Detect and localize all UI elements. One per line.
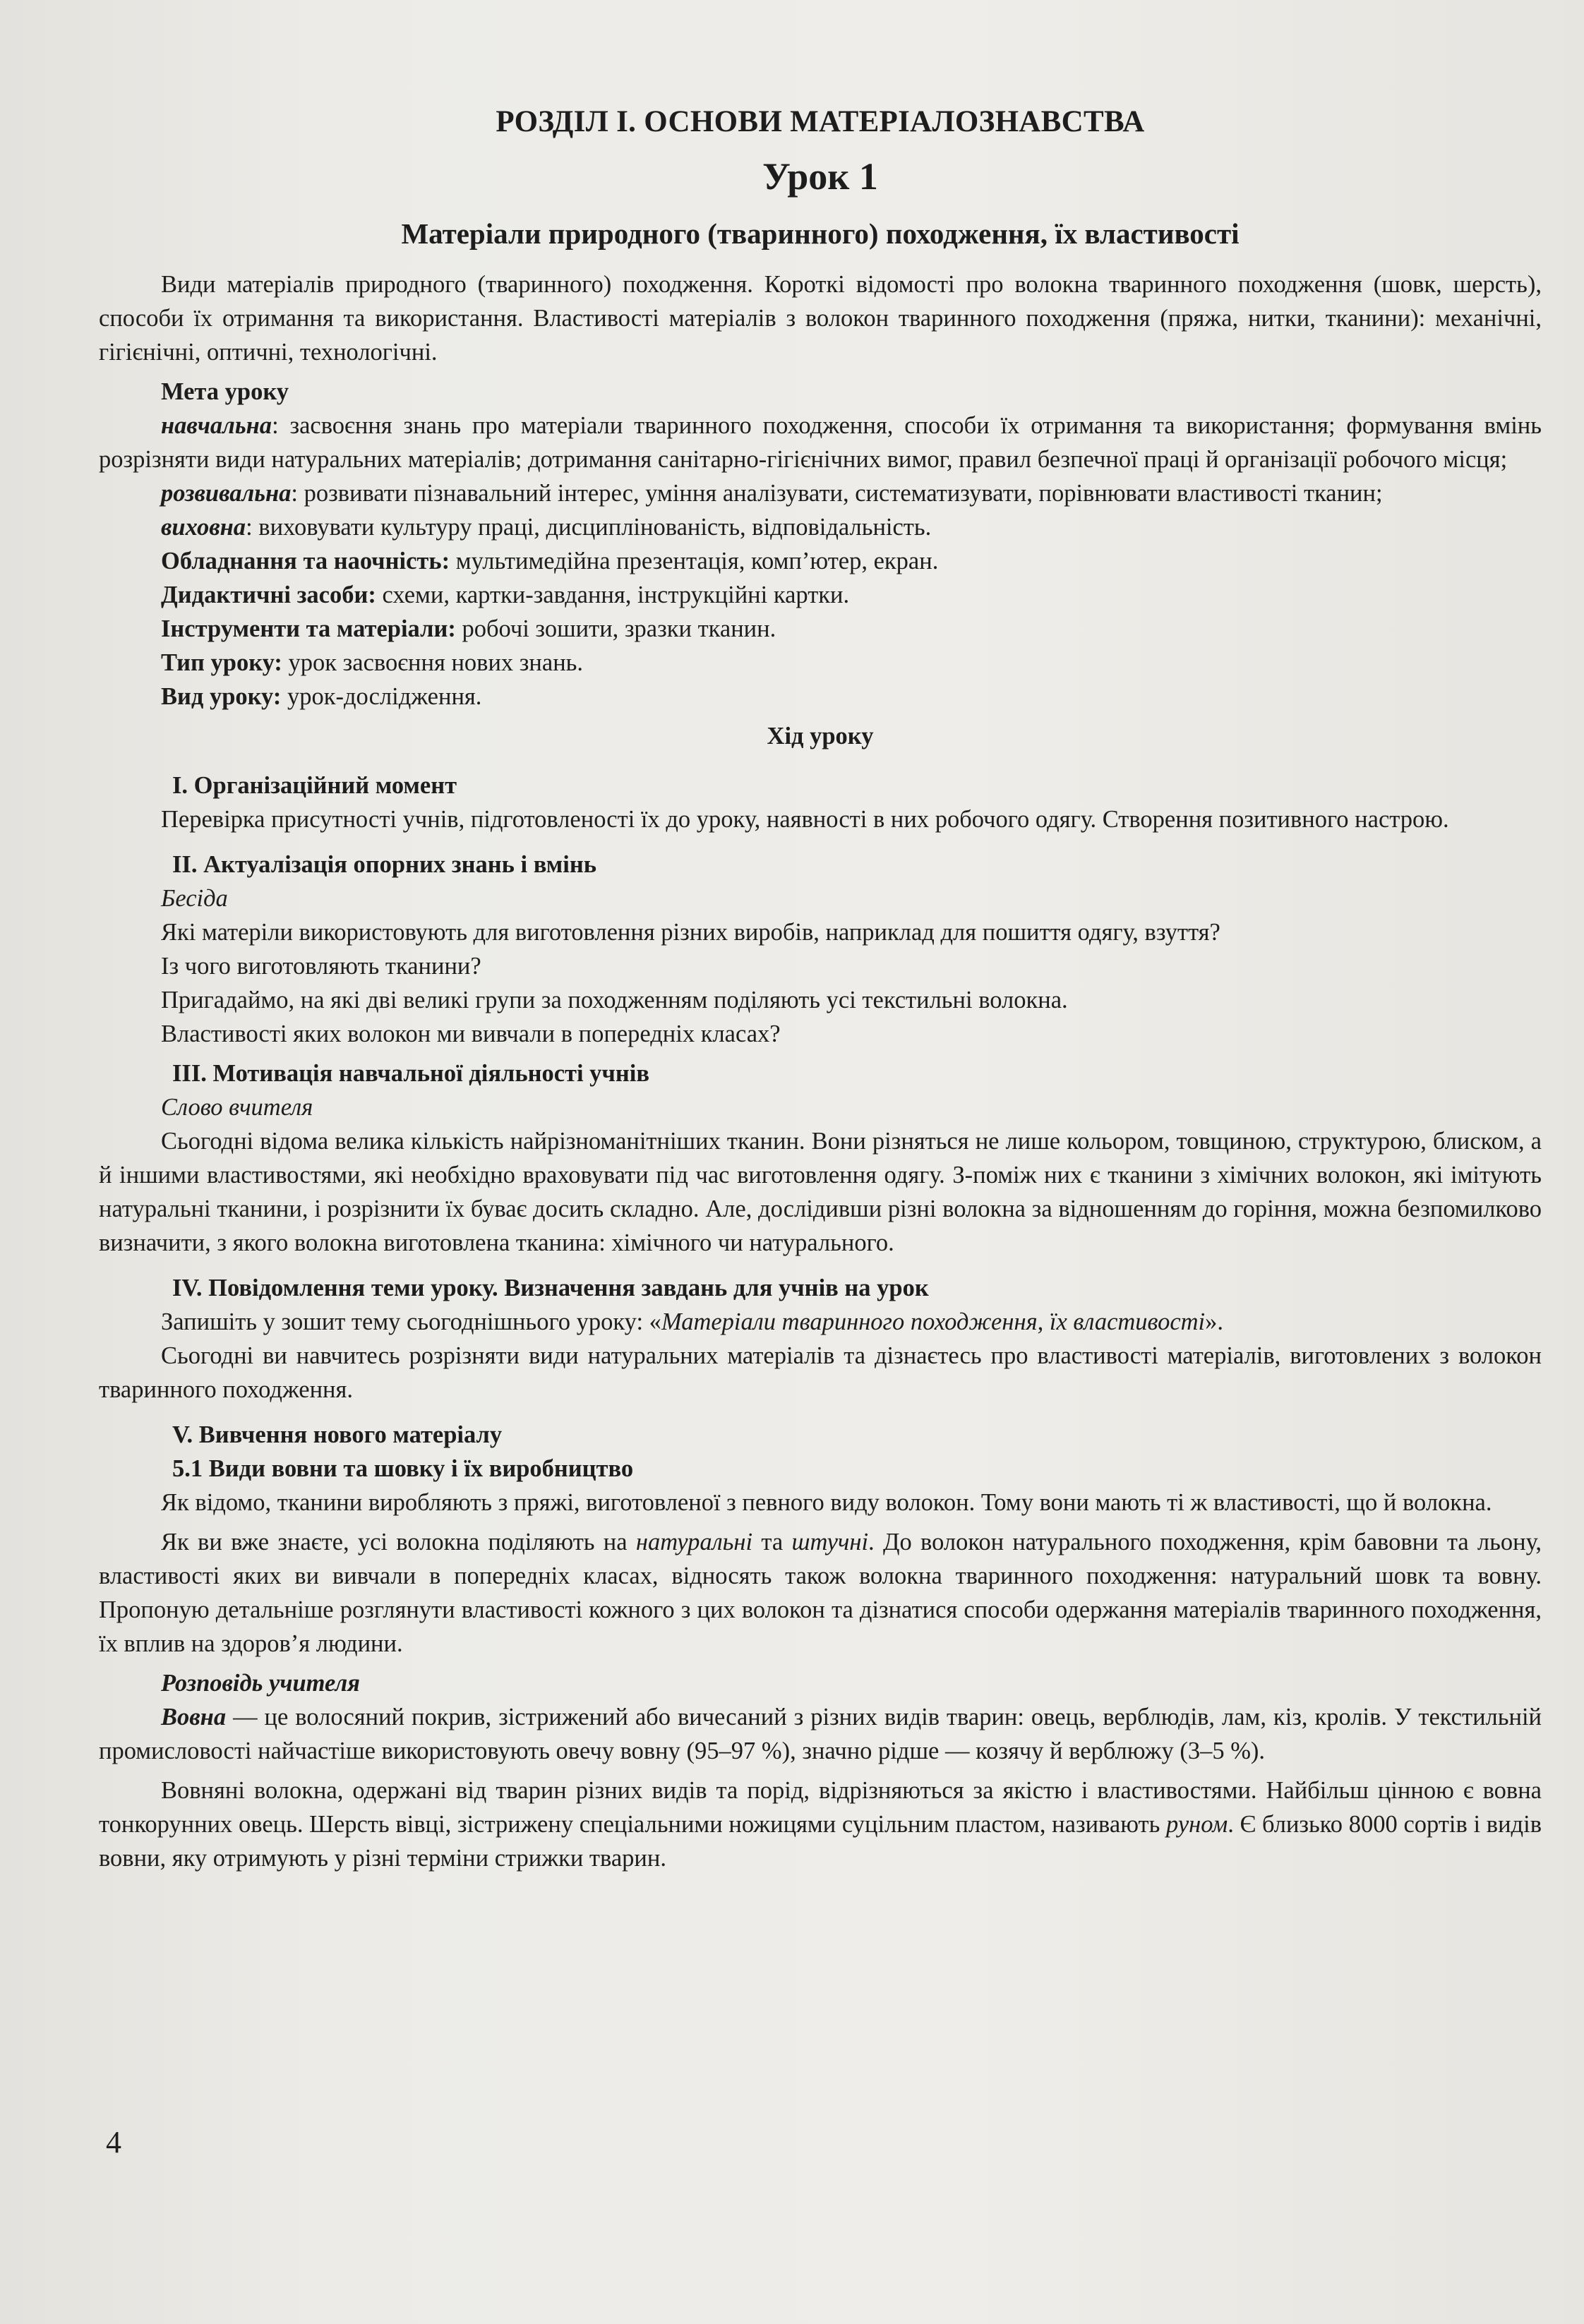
p2-rest: . До волокон натурального походження, крім бавовни та льону, властивості яких ви вивчали в попередніх класах, відносять також волокна тваринного походження: натуральний шовк та вовну. Пропоную детальніше розглянути властивості кожного з цих волокон та дізнатися способи одержання матеріалів тваринного походження, їх вплив на здоров’я людини. bbox=[99, 1529, 1542, 1657]
meta-value: мультимедійна презентація, комп’ютер, екран. bbox=[450, 548, 939, 574]
section-3-text: Сьогодні відома велика кількість найрізноманітніших тканин. Вони різняться не лише кольором, товщиною, структурою, блиском, а й іншими властивостями, які необхідно враховувати під час виготовлення одягу. З-поміж них є тканини з хімічних волокон, які імітують натуральні тканини, і розрізнити їх буває досить складно. Але, дослідивши різні волокна за відношенням до горіння, можна безпомилково визначити, з якого волокна виготовлена тканина: хімічного чи натурального. bbox=[99, 1128, 1542, 1256]
meta-value: робочі зошити, зразки тканин. bbox=[455, 615, 776, 642]
section-2-q4: Властивості яких волокон ми вивчали в попередніх класах? bbox=[161, 1020, 781, 1047]
section-4-line1-start: Запишіть у зошит тему сьогоднішнього уроку: « bbox=[161, 1308, 661, 1335]
meta-label: Інструменти та матеріали: bbox=[161, 615, 456, 642]
intro-paragraph: Види матеріалів природного (тваринного) походження. Короткі відомості про волокна тваринного походження (шовк, шерсть), способи їх отримання та використання. Властивості матеріалів з волокон тваринного походження (пряжа, нитки, тканини): механічні, гігієнічні, оптичні, технологічні. bbox=[99, 271, 1542, 366]
section-4-heading: IV. Повідомлення теми уроку. Визначення завдань для учнів на урок bbox=[172, 1275, 929, 1301]
section-5-p2 bbox=[99, 1525, 1542, 1661]
meta-equipment bbox=[99, 544, 1542, 578]
meta-value: урок-дослідження. bbox=[281, 683, 482, 710]
section-2-sub: Бесіда bbox=[161, 885, 228, 912]
meta-didactic bbox=[99, 578, 1542, 612]
section-2-q3: Пригадаймо, на які дві великі групи за походженням поділяють усі текстильні волокна. bbox=[161, 987, 1068, 1013]
section-1-text: Перевірка присутності учнів, підготовленості їх до уроку, наявності в них робочого одягу. Створення позитивного настрою. bbox=[161, 806, 1449, 833]
meta-tools bbox=[99, 612, 1542, 646]
section-5-1-heading: 5.1 Види вовни та шовку і їх виробництво bbox=[172, 1455, 634, 1482]
goal-developing-label: розвивальна bbox=[161, 480, 292, 507]
goal-developing-text: : розвивати пізнавальний інтерес, уміння аналізувати, систематизувати, порівнювати властивості тканин; bbox=[291, 480, 1383, 507]
section-4-line1 bbox=[99, 1305, 1542, 1339]
section-3-sub: Слово вчителя bbox=[161, 1094, 313, 1121]
meta-label: Дидактичні засоби: bbox=[161, 582, 376, 608]
goal-upbringing bbox=[99, 510, 1542, 544]
section-5-p4 bbox=[99, 1774, 1542, 1875]
meta-lesson-kind bbox=[99, 680, 1542, 714]
meta-value: урок засвоєння нових знань. bbox=[282, 649, 584, 676]
p4-start: Вовняні волокна, одержані від тварин різних видів та порід, відрізняються за якістю і властивостями. Найбільш цінною є вовна тонкорунних овець. Шерсть вівці, зістрижену спеціальними ножицями суцільним пластом, називають bbox=[99, 1777, 1542, 1838]
section-2-q1: Які матеріли використовують для виготовлення різних виробів, наприклад для пошиття одягу, взуття? bbox=[161, 919, 1220, 946]
section-4-text2: Сьогодні ви навчитесь розрізняти види натуральних матеріалів та дізнаєтесь про властивості матеріалів, виготовлених з волокон тваринного походження. bbox=[99, 1342, 1542, 1403]
goal-developing bbox=[99, 476, 1542, 510]
lesson-title: Урок 1 bbox=[762, 155, 878, 198]
lesson-topic: Матеріали природного (тваринного) походження, їх властивості bbox=[401, 217, 1240, 250]
meta-label: Вид уроку: bbox=[161, 683, 282, 710]
section-3-heading: III. Мотивація навчальної діяльності учнів bbox=[172, 1060, 649, 1087]
section-title: РОЗДІЛ І. ОСНОВИ МАТЕРІАЛОЗНАВСТВА bbox=[496, 105, 1145, 138]
goal-upbringing-text: : виховувати культуру праці, дисциплінованість, відповідальність. bbox=[246, 514, 932, 541]
section-4-line1-end: ». bbox=[1205, 1308, 1224, 1335]
wool-def-text: — це волосяний покрив, зістрижений або вичесаний з різних видів тварин: овець, верблюдів, лам, кіз, кролів. У текстильній промисловості найчастіше використовують овечу вовну (95–97 %), значно рідше — козячу й верблюжу (3–5 %). bbox=[99, 1704, 1542, 1764]
p2-artificial: штучні bbox=[791, 1529, 869, 1555]
section-2-heading: II. Актуалізація опорних знань і вмінь bbox=[172, 851, 596, 878]
meta-label: Обладнання та наочність: bbox=[161, 548, 450, 574]
p4-rest: . Є близько 8000 сортів і видів вовни, яку отримують у різні терміни стрижки тварин. bbox=[99, 1811, 1542, 1872]
wool-definition bbox=[99, 1700, 1542, 1768]
meta-label: Тип уроку: bbox=[161, 649, 282, 676]
meta-value: схеми, картки-завдання, інструкційні картки. bbox=[376, 582, 850, 608]
story-heading: Розповідь учителя bbox=[161, 1670, 360, 1697]
p2-natural: натуральні bbox=[635, 1529, 753, 1555]
wool-term: Вовна bbox=[161, 1704, 227, 1730]
section-1-heading: I. Організаційний момент bbox=[172, 772, 457, 799]
goal-upbringing-label: виховна bbox=[161, 514, 246, 541]
page-number: 4 bbox=[106, 2125, 121, 2160]
section-2-q2: Із чого виготовляють тканини? bbox=[161, 953, 481, 980]
section-4-topic: Матеріали тваринного походження, їх властивості bbox=[661, 1308, 1206, 1335]
course-heading: Хід уроку bbox=[767, 723, 874, 749]
p2-and: та bbox=[752, 1529, 792, 1555]
p2-start: Як ви вже знаєте, усі волокна поділяють на bbox=[161, 1529, 636, 1555]
goal-educational-label: навчальна bbox=[161, 412, 272, 439]
meta-lesson-type bbox=[99, 646, 1542, 680]
goal-educational-text: : засвоєння знань про матеріали тваринного походження, способи їх отримання та використання; формування вмінь розрізняти види натуральних матеріалів; дотримання санітарно-гігієнічних вимог, правил безпечної праці й організації робочого місця; bbox=[99, 412, 1542, 473]
goal-heading: Мета уроку bbox=[161, 378, 289, 405]
goal-educational bbox=[99, 409, 1542, 476]
section-5-heading: V. Вивчення нового матеріалу bbox=[172, 1421, 503, 1448]
p4-term: руном bbox=[1166, 1811, 1228, 1838]
section-5-p1: Як відомо, тканини виробляють з пряжі, виготовленої з певного виду волокон. Тому вони мають ті ж властивості, що й волокна. bbox=[161, 1489, 1492, 1516]
